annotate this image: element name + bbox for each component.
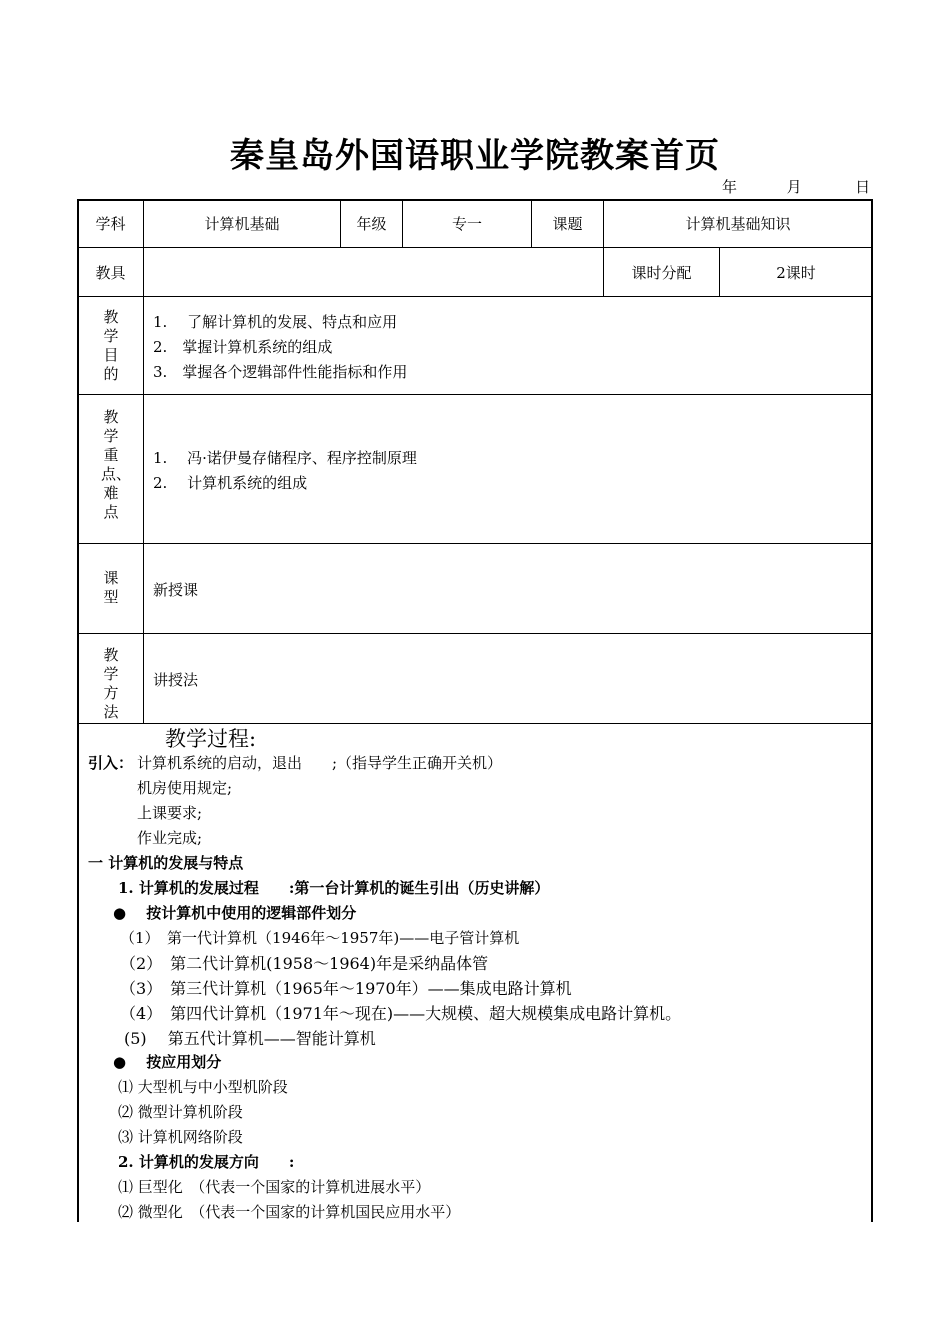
process-line: （4） 第四代计算机（1971年～现在)——大规模、超大规模集成电路计算机。 [120, 1004, 682, 1023]
row-divider [78, 296, 872, 297]
process-line: ⑴ 大型机与中小型机阶段 [118, 1078, 288, 1096]
lesson-type-value: 新授课 [153, 581, 199, 599]
method-label: 教学方法 [103, 646, 119, 721]
grade-label: 年级 [356, 215, 387, 233]
page-title: 秦皇岛外国语职业学院教案首页 [230, 136, 720, 176]
row-divider [78, 633, 872, 634]
process-line: 作业完成; [137, 829, 203, 847]
objective-item: 2. 掌握计算机系统的组成 [153, 338, 333, 356]
subsection-heading: 2. 计算机的发展方向 : [118, 1153, 295, 1171]
process-line: ⑶ 计算机网络阶段 [118, 1128, 243, 1146]
date-month: 月 [786, 178, 802, 196]
hours-label: 课时分配 [631, 263, 692, 282]
section-heading: 一 计算机的发展与特点 [88, 854, 244, 872]
objective-item: 1. 了解计算机的发展、特点和应用 [153, 313, 398, 331]
subsection-heading: 1. 计算机的发展过程 :第一台计算机的诞生引出（历史讲解） [118, 879, 550, 897]
keypoint-item: 2. 计算机系统的组成 [153, 474, 308, 492]
tools-label: 教具 [95, 263, 126, 282]
date-day: 日 [855, 178, 871, 196]
grade-value: 专一 [451, 215, 482, 233]
process-title: 教学过程: [165, 727, 257, 751]
process-line: ⑴ 巨型化 （代表一个国家的计算机进展水平） [118, 1178, 431, 1196]
subject-value: 计算机基础 [204, 215, 280, 233]
date-line [722, 176, 870, 197]
process-line: 计算机系统的启动，退出 ;（指导学生正确开关机） [137, 754, 503, 772]
process-line: 上课要求; [137, 804, 203, 822]
process-line: （3） 第三代计算机（1965年～1970年）——集成电路计算机 [120, 979, 572, 998]
process-line: 机房使用规定; [137, 779, 233, 797]
objectives-label: 教学目的 [103, 308, 119, 383]
subject-label: 学科 [95, 215, 126, 233]
process-line: ⑵ 微型化 （代表一个国家的计算机国民应用水平） [118, 1203, 461, 1221]
tools-value [144, 248, 603, 296]
process-line: （2） 第二代计算机(1958～1964)年是采纳晶体管 [120, 954, 489, 973]
date-year: 年 [722, 178, 738, 196]
topic-value: 计算机基础知识 [685, 215, 791, 233]
keypoints-label: 教学重点、难点 [101, 408, 132, 521]
lesson-type-label: 课型 [103, 569, 119, 606]
intro-label: 引入： [88, 754, 134, 772]
bullet-heading: ● 按计算机中使用的逻辑部件划分 [113, 904, 357, 922]
process-line: ⑵ 微型计算机阶段 [118, 1103, 243, 1121]
process-line: （1） 第一代计算机（1946年～1957年)——电子管计算机 [120, 929, 520, 947]
method-value: 讲授法 [153, 671, 199, 689]
topic-label: 课题 [552, 215, 583, 233]
bullet-heading: ● 按应用划分 [113, 1053, 222, 1071]
hours-value: 2课时 [776, 263, 816, 282]
keypoint-item: 1. 冯·诺伊曼存储程序、程序控制原理 [153, 449, 417, 467]
process-line: (5) 第五代计算机——智能计算机 [124, 1029, 376, 1048]
row-divider [78, 394, 872, 395]
objective-item: 3. 掌握各个逻辑部件性能指标和作用 [153, 363, 408, 381]
row-divider [78, 543, 872, 544]
